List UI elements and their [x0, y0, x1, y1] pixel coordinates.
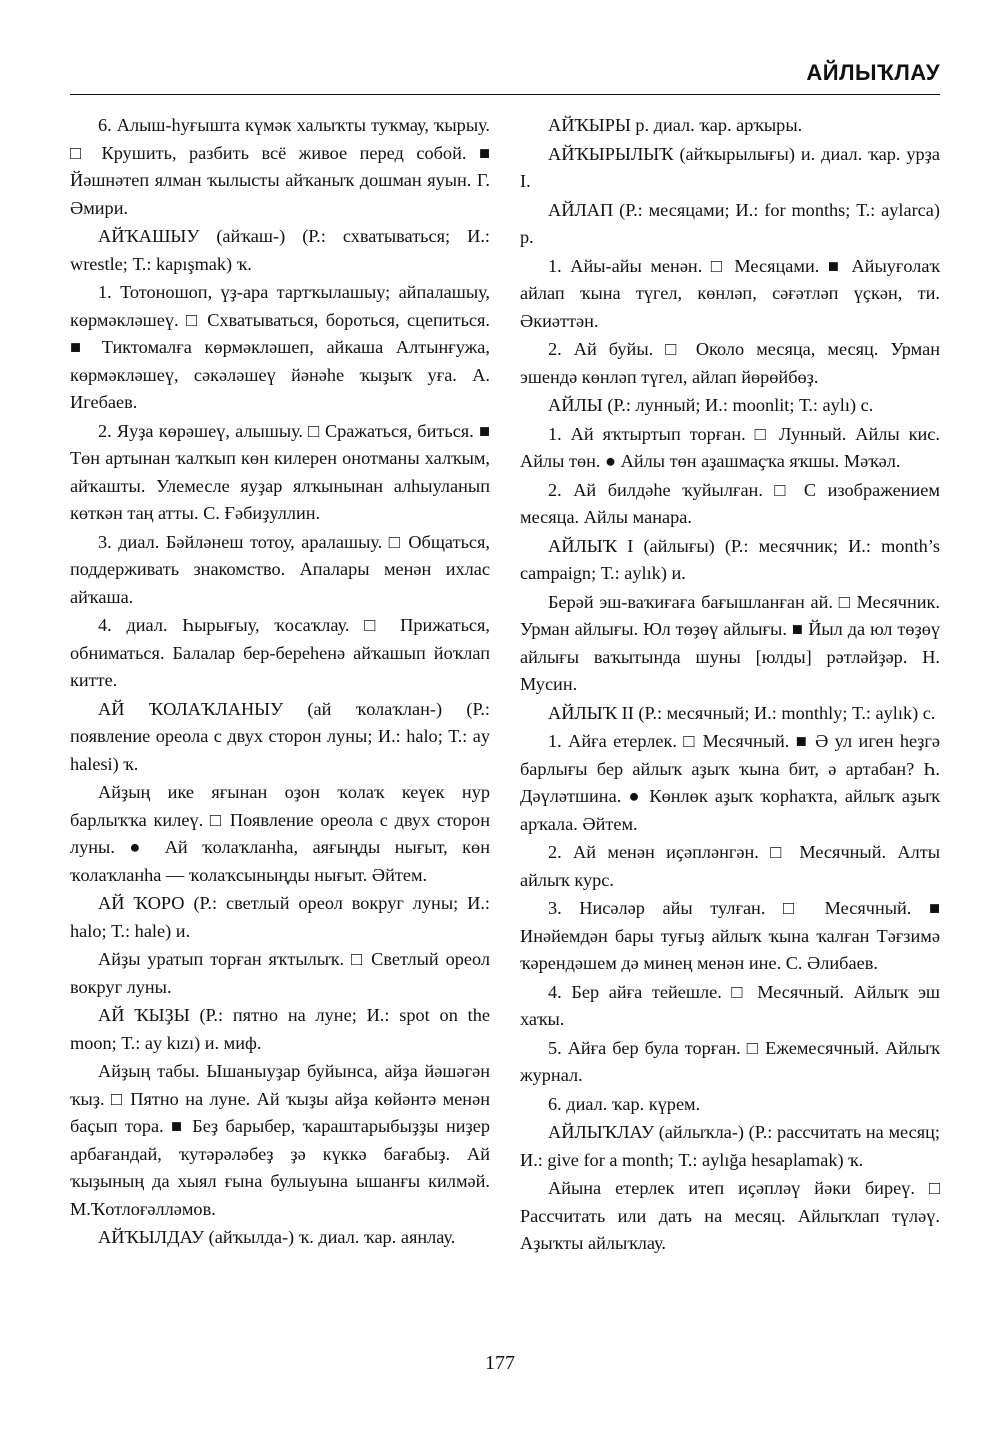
- entry-paragraph: 2. Ай менән иҫәпләнгән. □ Месячный. Алты айлыҡ курс.: [520, 842, 940, 890]
- entry-paragraph: АЙЛЫ (Р.: лунный; И.: moonlit; Т.: aylı) с.: [548, 395, 874, 415]
- entry-paragraph: Айҙың табы. Ышаныуҙар буйынса, айҙа йәшәгән ҡыҙ. □ Пятно на луне. Ай ҡыҙы айҙа көйәнтә менән баҫып тора. ■ Беҙ барыбер, ҡараштарыбыҙҙы ниҙер арбағандай, ҡутәрәләбеҙ ҙә күккә бағабыҙ. Ай ҡыҙының да хыял ғына булыуына ышанғы килмәй. М.Ҡотлоғәлләмов.: [70, 1061, 490, 1219]
- entry-paragraph: АЙЛЫҠ I (айлығы) (Р.: месячник; И.: month’s campaign; Т.: aylık) и.: [520, 535, 940, 583]
- entry-paragraph: 1. Тотоношоп, үҙ-ара тартҡылашыу; айпалашыу, көрмәкләшеү. □ Схватываться, бороться, сцепиться. ■ Тиктомалға көрмәкләшеп, айкаша Алтынғужа, көрмәкләшеү, сәкәләшеү йәнәһе ҡыҙыҡ уға. А. Игебаев.: [70, 282, 490, 412]
- entry-paragraph: 2. Ай буйы. □ Около месяца, месяц. Урман эшендә көнләп түгел, айлап йөрөйбөҙ.: [520, 339, 940, 387]
- entry-paragraph: АЙЛЫҠ II (Р.: месячный; И.: monthly; Т.: aylık) с.: [548, 702, 936, 723]
- entry-paragraph: 3. диал. Бәйләнеш тотоу, аралашыу. □ Общаться, поддерживать знакомство. Апалары менән ихлас айҡаша.: [70, 531, 490, 607]
- entry-paragraph: АЙ ҠЫҘЫ (Р.: пятно на луне; И.: spot on the moon; Т.: ay kızı) и. миф.: [70, 1005, 490, 1053]
- entry-paragraph: АЙҠЫРЫ р. диал. ҡар. арҡыры.: [548, 115, 803, 135]
- entry-paragraph: АЙЛЫҠЛАУ (айлыҡла-) (Р.: рассчитать на месяц; И.: give for a month; Т.: aylığa hesaplamak) ҡ.: [520, 1122, 940, 1170]
- entry-paragraph: Айына етерлек итеп иҫәпләү йәки биреү. □ Рассчитать или дать на месяц. Айлыҡлап түләү. Аҙыҡты айлыҡлау.: [520, 1178, 940, 1253]
- entry-paragraph: Берәй эш-ваҡиғаға бағышланған ай. □ Месячник. Урман айлығы. Юл төҙөү айлығы. ■ Йыл да юл төҙөү айлығы ваҡытында шуны [юлды] рәтләйҙәр. Н. Мусин.: [520, 591, 940, 694]
- left-column: [70, 112, 490, 1253]
- right-column: [520, 112, 940, 1259]
- entry-paragraph: 4. Бер айға тейешле. □ Месячный. Айлыҡ эш хаҡы.: [520, 981, 940, 1029]
- entry-paragraph: АЙ ҠОЛАҠЛАНЫУ (ай ҡолаҡлан-) (Р.: появление ореола с двух сторон луны; И.: halo; Т.: ay halesi) ҡ.: [70, 698, 490, 774]
- entry-paragraph: 4. диал. Һырығыу, ҡосаҡлау. □ Прижаться, обниматься. Балалар бер-береһенә айҡашып йоҡлап китте.: [70, 615, 490, 690]
- entry-paragraph: Айҙы уратып торған яҡтылыҡ. □ Светлый ореол вокруг луны.: [70, 949, 490, 997]
- entry-paragraph: 6. Алыш-һуғышта күмәк халыҡты туҡмау, ҡырыу. □ Крушить, разбить всё живое перед собой. ■ Йәшнәтеп ялман ҡылысты айҡаныҡ дошман яуын. Г. Әмири.: [70, 115, 490, 218]
- entry-paragraph: АЙҠЫЛДАУ (айҡылда-) ҡ. диал. ҡар. аянлау.: [98, 1227, 456, 1247]
- entry-paragraph: 1. Ай яҡтыртып торған. □ Лунный. Айлы кис. Айлы төн. ● Айлы төн аҙашмаҫҡа яҡшы. Мәҡәл.: [520, 423, 940, 471]
- entry-paragraph: 3. Нисәләр айы тулған. □ Месячный. ■ Инәйемдән бары туғыҙ айлыҡ ҡына ҡалған Тәғзимә ҡәрендәшем дә минең менән ине. С. Әлибаев.: [520, 898, 940, 973]
- entry-paragraph: 2. Ай билдәһе ҡуйылған. □ С изображением месяца. Айлы манара.: [520, 479, 940, 527]
- running-head: АЙЛЫҠЛАУ: [806, 60, 940, 85]
- entry-paragraph: 2. Яуҙа көрәшеү, алышыу. □ Сражаться, биться. ■ Төн артынан ҡалҡып көн килерен онотманы халҡым, айҡашты. Улемесле яуҙар ялҡынынан алһыуланып көткән таң атты. С. Ғәбиҙуллин.: [70, 420, 490, 523]
- header-rule: [70, 94, 940, 95]
- entry-paragraph: АЙ ҠОРО (Р.: светлый ореол вокруг луны; И.: halo; Т.: hale) и.: [70, 893, 490, 941]
- entry-paragraph: 1. Айға етерлек. □ Месячный. ■ Ә ул иген һеҙгә барлығы бер айлыҡ аҙыҡ ҡына бит, ә артабан? Һ. Дәүләтшина. ● Көнлөк аҙыҡ ҡорһаҡта, айлыҡ аҙыҡ арҡала. Әйтем.: [520, 731, 940, 834]
- entry-paragraph: АЙҠЫРЫЛЫҠ (айҡырылығы) и. диал. ҡар. урҙа I.: [520, 143, 940, 191]
- entry-paragraph: 5. Айға бер була торған. □ Ежемесячный. Айлыҡ журнал.: [520, 1037, 940, 1085]
- entry-paragraph: Айҙың ике яғынан оҙон ҡолаҡ кеүек нур барлыҡҡа килеү. □ Появление ореола с двух сторон луны. ● Ай ҡолаҡланһа, аяғыңды нығыт, көн ҡолаҡланһа — ҡолаҡсыныңды нығыт. Әйтем.: [70, 782, 490, 885]
- page-number: 177: [485, 1352, 515, 1374]
- entry-paragraph: 6. диал. ҡар. күрем.: [548, 1093, 701, 1114]
- entry-paragraph: АЙҠАШЫУ (айҡаш-) (Р.: схватываться; И.: wrestle; Т.: kapışmak) ҡ.: [70, 226, 490, 274]
- entry-paragraph: 1. Айы-айы менән. □ Месяцами. ■ Айыуғолаҡ айлап ҡына түгел, көнләп, сәғәтләп үҫкән, ти. Әкиәттән.: [520, 255, 940, 331]
- entry-paragraph: АЙЛАП (Р.: месяцами; И.: for months; Т.: aylarca) р.: [520, 199, 940, 247]
